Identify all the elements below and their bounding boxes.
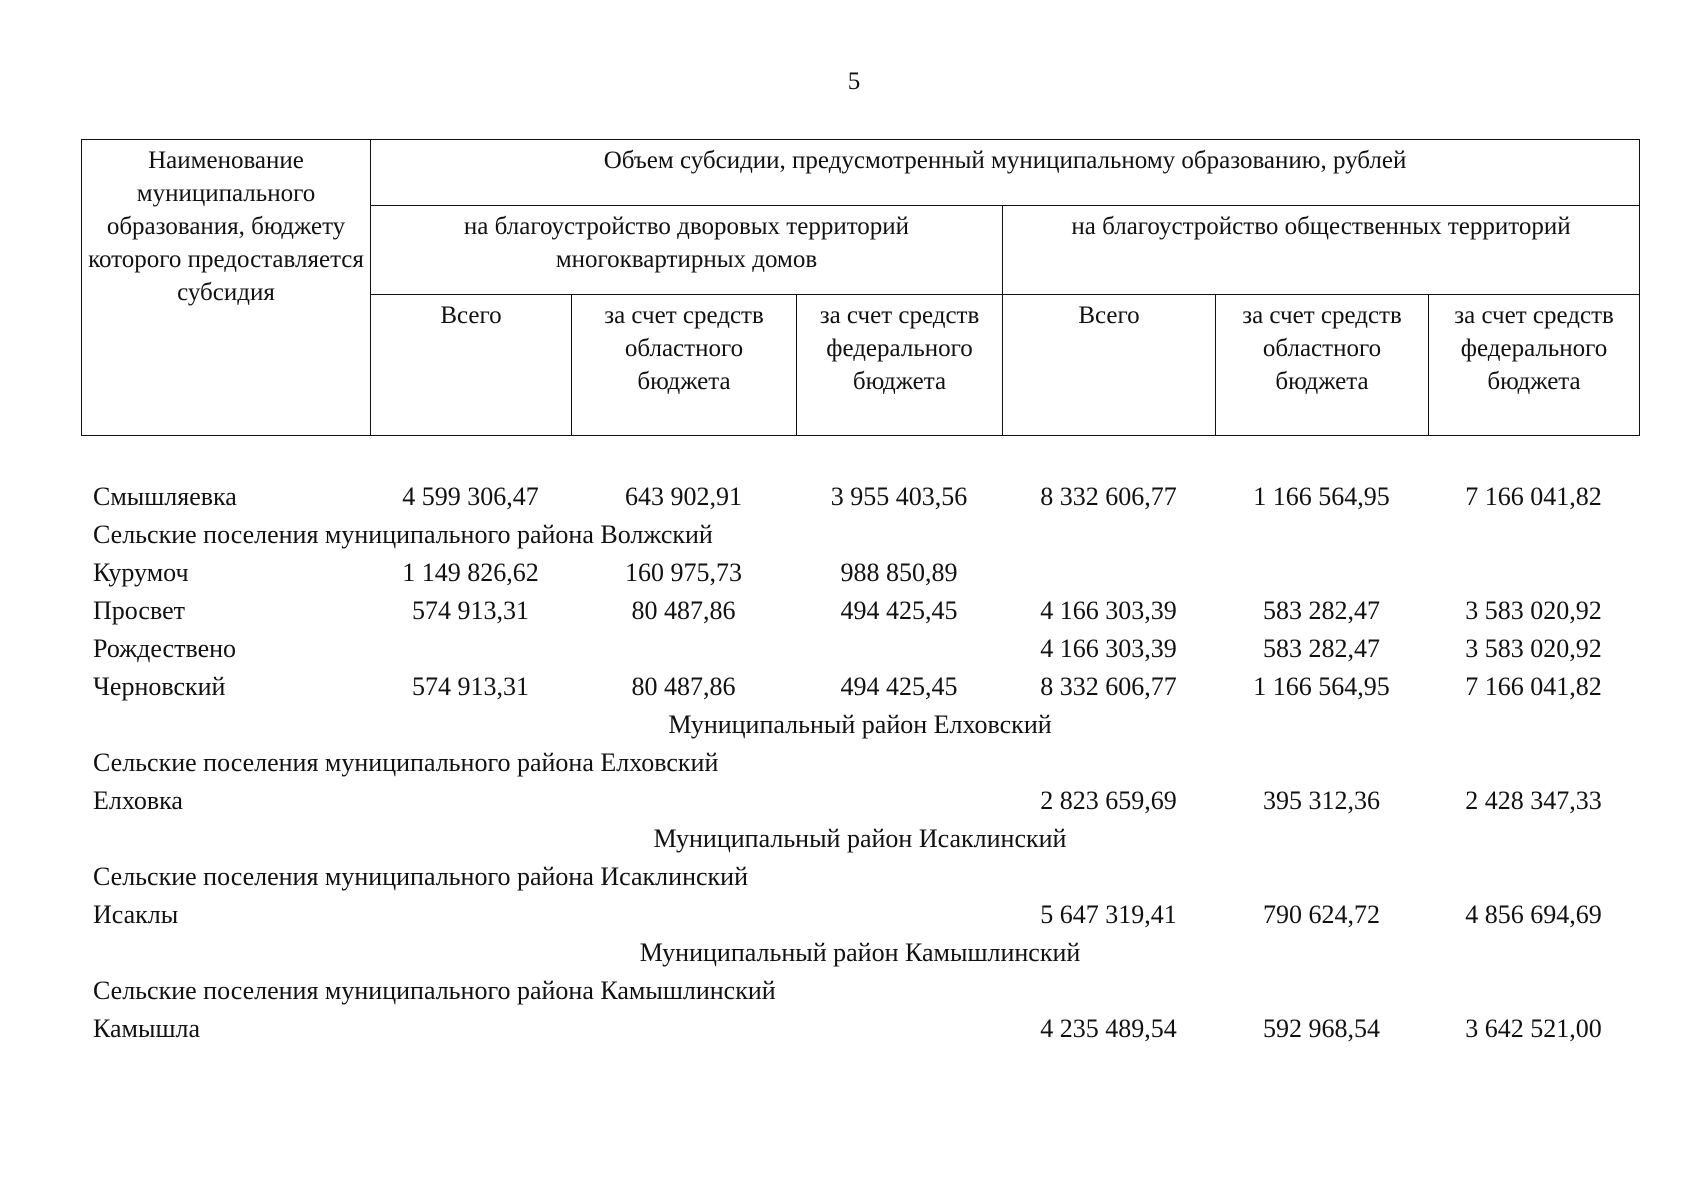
municipality-name: Камышла xyxy=(93,1014,200,1043)
district-row xyxy=(81,934,1639,972)
section-title: Сельские поселения муниципального района Волжский xyxy=(93,520,713,549)
table-row xyxy=(81,554,1639,592)
header-name-column: Наименование муниципального образования, бюджету которого предоставляется субсидия xyxy=(82,140,371,436)
cell-yard-total: 4 599 306,47 xyxy=(402,482,539,511)
cell-public-federal: 3 583 020,92 xyxy=(1465,634,1602,663)
cell-public-total: 8 332 606,77 xyxy=(1040,672,1177,701)
section-title: Сельские поселения муниципального района Исаклинский xyxy=(93,862,748,891)
header-yard-federal: за счет средств федерального бюджета xyxy=(797,295,1003,436)
section-row xyxy=(81,972,1639,1010)
cell-yard-federal: 494 425,45 xyxy=(840,596,958,625)
cell-yard-total xyxy=(370,630,571,668)
cell-public-total: 4 235 489,54 xyxy=(1040,1014,1177,1043)
cell-public-regional: 583 282,47 xyxy=(1263,596,1380,625)
cell-yard-regional xyxy=(571,782,796,820)
cell-yard-federal xyxy=(796,782,1002,820)
table-row xyxy=(81,478,1639,516)
cell-public-regional: 790 624,72 xyxy=(1263,900,1380,929)
table-header xyxy=(81,139,1640,436)
header-public-total: Всего xyxy=(1003,295,1216,436)
cell-public-federal: 2 428 347,33 xyxy=(1465,786,1602,815)
table-row xyxy=(81,782,1639,820)
table-row xyxy=(81,668,1639,706)
municipality-name: Смышляевка xyxy=(93,482,237,511)
cell-yard-federal xyxy=(796,1010,1002,1048)
cell-public-total: 4 166 303,39 xyxy=(1040,596,1177,625)
cell-yard-total: 1 149 826,62 xyxy=(402,558,539,587)
cell-yard-regional: 80 487,86 xyxy=(631,596,736,625)
district-title: Муниципальный район Камышлинский xyxy=(639,938,1081,967)
cell-yard-total xyxy=(370,896,571,934)
municipality-name: Черновский xyxy=(93,672,226,701)
cell-public-federal: 7 166 041,82 xyxy=(1465,482,1602,511)
cell-public-total: 2 823 659,69 xyxy=(1040,786,1177,815)
cell-yard-federal xyxy=(796,896,1002,934)
cell-yard-federal xyxy=(796,630,1002,668)
cell-public-total: 4 166 303,39 xyxy=(1040,634,1177,663)
header-yards-group: на благоустройство дворовых территорий многоквартирных домов xyxy=(371,206,1003,295)
district-row xyxy=(81,706,1639,744)
cell-yard-regional: 643 902,91 xyxy=(625,482,742,511)
cell-yard-regional xyxy=(571,896,796,934)
cell-yard-total: 574 913,31 xyxy=(412,672,529,701)
header-volume: Объем субсидии, предусмотренный муниципальному образованию, рублей xyxy=(371,140,1640,206)
cell-public-regional xyxy=(1215,554,1428,592)
cell-public-total: 8 332 606,77 xyxy=(1040,482,1177,511)
cell-yard-federal: 3 955 403,56 xyxy=(830,482,968,511)
cell-public-federal xyxy=(1428,554,1639,592)
cell-yard-total xyxy=(370,1010,571,1048)
municipality-name: Исаклы xyxy=(93,900,179,929)
header-public-group: на благоустройство общественных территорий xyxy=(1003,206,1640,295)
cell-yard-regional: 160 975,73 xyxy=(625,558,742,587)
cell-public-regional: 1 166 564,95 xyxy=(1253,482,1390,511)
municipality-name: Елховка xyxy=(93,786,183,815)
header-yard-total: Всего xyxy=(371,295,572,436)
section-title: Сельские поселения муниципального района Елховский xyxy=(93,748,719,777)
cell-public-regional: 583 282,47 xyxy=(1263,634,1380,663)
header-public-federal: за счет средств федерального бюджета xyxy=(1429,295,1640,436)
municipality-name: Рождествено xyxy=(93,634,237,663)
cell-public-total: 5 647 319,41 xyxy=(1040,900,1177,929)
district-title: Муниципальный район Елховский xyxy=(668,710,1052,739)
cell-yard-regional xyxy=(571,1010,796,1048)
section-row xyxy=(81,744,1639,782)
cell-yard-federal: 494 425,45 xyxy=(840,672,958,701)
cell-yard-total: 574 913,31 xyxy=(412,596,529,625)
municipality-name: Просвет xyxy=(93,596,185,625)
cell-yard-regional: 80 487,86 xyxy=(631,672,736,701)
cell-yard-federal: 988 850,89 xyxy=(840,558,958,587)
section-row xyxy=(81,858,1639,896)
table-row xyxy=(81,896,1639,934)
header-yard-regional: за счет средств областного бюджета xyxy=(572,295,797,436)
table-row xyxy=(81,1010,1639,1048)
cell-public-total xyxy=(1002,554,1215,592)
cell-public-regional: 395 312,36 xyxy=(1263,786,1380,815)
section-title: Сельские поселения муниципального района Камышлинский xyxy=(93,976,776,1005)
table-row xyxy=(81,630,1639,668)
district-title: Муниципальный район Исаклинский xyxy=(653,824,1067,853)
cell-public-regional: 1 166 564,95 xyxy=(1253,672,1390,701)
table-row xyxy=(81,592,1639,630)
cell-public-federal: 4 856 694,69 xyxy=(1465,900,1602,929)
cell-yard-total xyxy=(370,782,571,820)
header-public-regional: за счет средств областного бюджета xyxy=(1216,295,1429,436)
cell-public-federal: 7 166 041,82 xyxy=(1465,672,1602,701)
cell-yard-regional xyxy=(571,630,796,668)
section-row xyxy=(81,516,1639,554)
cell-public-federal: 3 642 521,00 xyxy=(1465,1014,1602,1043)
page-number: 5 xyxy=(847,68,861,95)
cell-public-federal: 3 583 020,92 xyxy=(1465,596,1602,625)
subsidy-table-body xyxy=(81,478,1639,1048)
municipality-name: Курумоч xyxy=(93,558,189,587)
cell-public-regional: 592 968,54 xyxy=(1263,1014,1380,1043)
district-row xyxy=(81,820,1639,858)
